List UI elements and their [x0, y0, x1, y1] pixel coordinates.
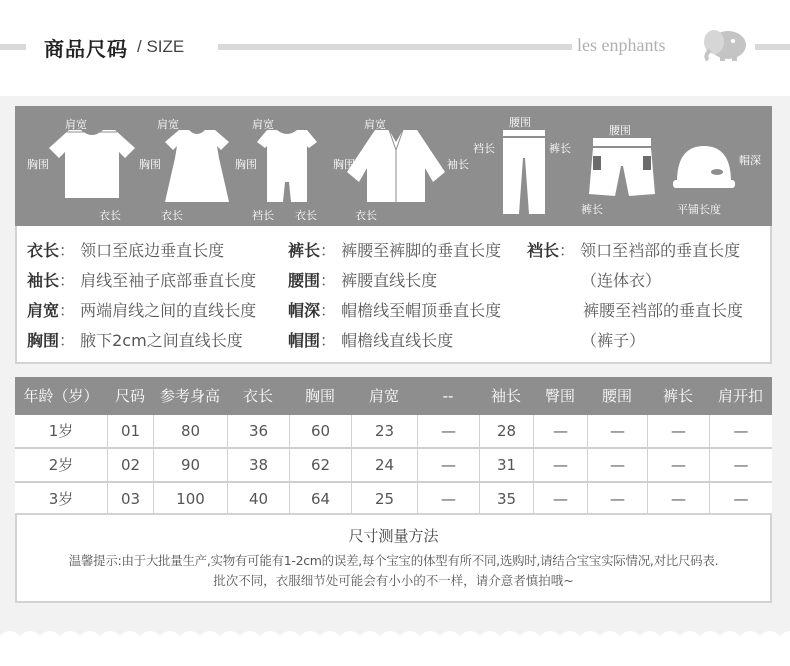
definition-row: 裆长： 领口至裆部的垂直长度 — [527, 241, 741, 260]
column-header: 衣长 — [242, 387, 273, 405]
jacket-icon — [345, 128, 447, 204]
tshirt-icon — [49, 128, 135, 200]
table-cell: 31 — [479, 449, 533, 481]
column-header: 腰围 — [601, 387, 632, 405]
shorts-length-label: 裤长 — [581, 203, 603, 216]
table-cell: — — [647, 449, 709, 481]
table-cell: — — [647, 483, 709, 515]
definition-row: 帽深： 帽檐线至帽顶垂直长度 — [288, 301, 502, 320]
table-row — [15, 415, 772, 449]
measurement-illustrations — [15, 106, 772, 226]
header-divider-left — [0, 44, 26, 50]
shorts-waist-label: 腰围 — [609, 124, 631, 137]
dress-shoulder-label: 肩宽 — [157, 118, 179, 131]
table-cell: 80 — [153, 415, 227, 447]
table-cell: 02 — [107, 449, 153, 481]
definition-row: 裤长： 裤腰至裤脚的垂直长度 — [288, 241, 502, 260]
column-header: -- — [442, 387, 454, 405]
table-cell: 3岁 — [48, 490, 74, 508]
table-cell: 01 — [107, 415, 153, 447]
romper-shoulder-label: 肩宽 — [252, 118, 274, 131]
column-header: 胸围 — [304, 387, 335, 405]
brand-name: les enphants — [577, 35, 666, 55]
table-row — [15, 449, 772, 483]
table-cell: 25 — [351, 483, 417, 515]
shorts-icon — [587, 136, 657, 198]
romper-icon — [255, 128, 319, 204]
table-cell: — — [709, 449, 772, 481]
table-cell: — — [533, 415, 587, 447]
header-divider-right — [755, 44, 790, 50]
table-cell: — — [587, 415, 647, 447]
column-header: 袖长 — [490, 387, 521, 405]
column-header: 肩开扣 — [717, 387, 763, 405]
table-cell: 62 — [289, 449, 351, 481]
definition-row: 袖长： 肩线至袖子底部垂直长度 — [27, 271, 257, 290]
scallop-border — [0, 626, 790, 646]
elephant-logo-icon — [700, 28, 750, 62]
definition-row: 腰围： 裤腰直线长度 — [288, 271, 438, 290]
column-header: 裤长 — [662, 387, 693, 405]
note-title: 尺寸测量方法 — [348, 527, 439, 545]
table-cell: 24 — [351, 449, 417, 481]
dress-icon — [163, 128, 231, 204]
page-header — [0, 0, 790, 96]
definition-row: 胸围： 腋下2cm之间直线长度 — [27, 331, 243, 350]
note-text: 批次不同，衣服细节处可能会有小小的不一样，请介意者慎拍哦~ — [213, 573, 574, 588]
romper-chest-label: 胸围 — [235, 158, 257, 171]
table-cell: — — [417, 415, 479, 447]
definition-row: 帽围： 帽檐线直线长度 — [288, 331, 454, 350]
dress-length-label: 衣长 — [161, 209, 183, 222]
column-header: 肩宽 — [368, 387, 399, 405]
definition-row: 肩宽： 两端肩线之间的直线长度 — [27, 301, 257, 320]
romper-length-label: 衣长 — [295, 209, 317, 222]
jacket-shoulder-label: 肩宽 — [364, 118, 386, 131]
column-header: 臀围 — [544, 387, 575, 405]
measurement-note — [15, 513, 772, 603]
jacket-length-label: 衣长 — [355, 209, 377, 222]
table-cell: — — [709, 415, 772, 447]
jacket-sleeve-label: 袖长 — [447, 158, 469, 171]
table-cell: — — [417, 449, 479, 481]
table-cell: 60 — [289, 415, 351, 447]
table-row — [15, 483, 772, 517]
dress-chest-label: 胸围 — [139, 158, 161, 171]
table-cell: — — [587, 483, 647, 515]
pants-icon — [499, 128, 549, 216]
hat-flat-label: 平铺长度 — [677, 203, 721, 216]
column-header: 尺码 — [114, 387, 145, 405]
page-subtitle: / SIZE — [137, 37, 185, 56]
table-cell: — — [647, 415, 709, 447]
tshirt-length-label: 衣长 — [99, 209, 121, 222]
pants-crotch-label: 裆长 — [473, 142, 495, 155]
table-cell: — — [709, 483, 772, 515]
measurement-definitions — [15, 226, 772, 364]
table-cell: — — [533, 483, 587, 515]
column-header: 年龄（岁） — [23, 387, 99, 405]
tshirt-shoulder-label: 肩宽 — [65, 118, 87, 131]
pants-length-label: 裤长 — [549, 142, 571, 155]
definition-note: 裤腰至裆部的垂直长度 — [583, 301, 744, 320]
table-header — [15, 377, 772, 415]
note-text: 温馨提示:由于大批量生产,实物有可能有1-2cm的误差,每个宝宝的体型有所不同,选购时,请结合宝宝实际情况,对比尺码表. — [68, 553, 719, 568]
table-cell: 38 — [227, 449, 289, 481]
definition-note: （连体衣） — [581, 271, 662, 290]
table-cell: 1岁 — [48, 422, 74, 440]
column-header: 参考身高 — [159, 387, 220, 405]
table-cell: 100 — [153, 483, 227, 515]
page-title: 商品尺码 — [44, 37, 128, 61]
table-cell: 40 — [227, 483, 289, 515]
table-cell: 28 — [479, 415, 533, 447]
table-cell: 2岁 — [48, 456, 74, 474]
hat-depth-label: 帽深 — [739, 154, 761, 167]
definition-row: 衣长： 领口至底边垂直长度 — [27, 241, 225, 260]
tshirt-chest-label: 胸围 — [27, 158, 49, 171]
table-cell: — — [533, 449, 587, 481]
hat-icon — [671, 142, 737, 192]
table-cell: — — [417, 483, 479, 515]
table-cell: 64 — [289, 483, 351, 515]
table-cell: 90 — [153, 449, 227, 481]
pants-waist-label: 腰围 — [509, 116, 531, 129]
table-cell: 36 — [227, 415, 289, 447]
table-cell: 03 — [107, 483, 153, 515]
table-cell: 23 — [351, 415, 417, 447]
table-cell: — — [587, 449, 647, 481]
table-cell: 35 — [479, 483, 533, 515]
definition-note: （裤子） — [581, 331, 646, 350]
romper-crotch-label: 裆长 — [252, 209, 274, 222]
jacket-chest-label: 胸围 — [333, 158, 355, 171]
header-divider-middle — [218, 44, 572, 50]
